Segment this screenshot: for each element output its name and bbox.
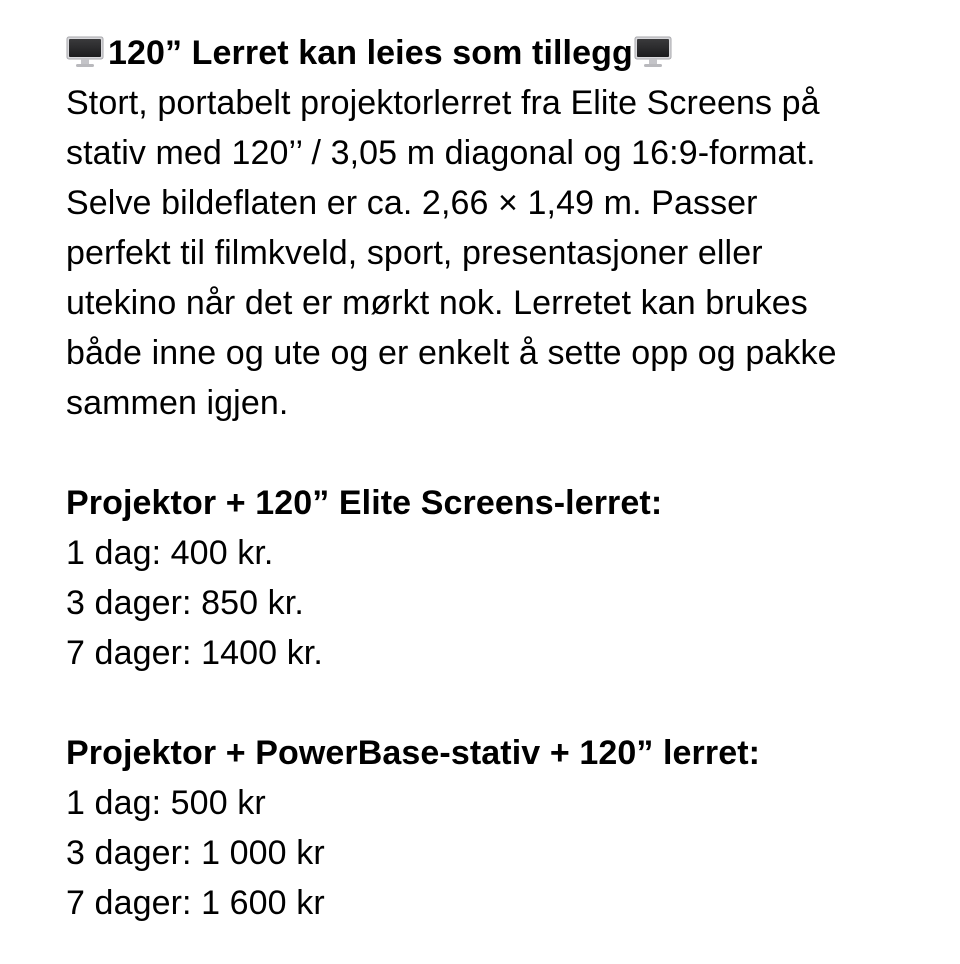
- desktop-computer-icon: [66, 36, 104, 68]
- intro-paragraph: [66, 78, 946, 428]
- price-line: 1 dag: 500 kr: [66, 784, 266, 822]
- package-1-section: [66, 478, 946, 678]
- price-line: 3 dager: 1 000 kr: [66, 834, 325, 872]
- intro-line: Stort, portabelt projektorlerret fra Elite Screens på: [66, 84, 820, 122]
- intro-line: Selve bildeflaten er ca. 2,66 × 1,49 m. Passer: [66, 184, 758, 222]
- price-line: 3 dager: 850 kr.: [66, 584, 304, 622]
- spacer: [66, 428, 946, 478]
- spacer: [66, 678, 946, 728]
- intro-line: perfekt til filmkveld, sport, presentasjoner eller: [66, 234, 763, 272]
- heading-line: [66, 28, 946, 78]
- intro-line: både inne og ute og er enkelt å sette opp og pakke: [66, 334, 837, 372]
- intro-line: stativ med 120’’ / 3,05 m diagonal og 16:9-format.: [66, 134, 816, 172]
- intro-line: sammen igjen.: [66, 384, 289, 422]
- desktop-computer-icon: [634, 36, 672, 68]
- price-line: 7 dager: 1 600 kr: [66, 884, 325, 922]
- price-line: 7 dager: 1400 kr.: [66, 634, 323, 672]
- rental-description: [66, 28, 946, 928]
- price-line: 1 dag: 400 kr.: [66, 534, 274, 572]
- package-2-section: [66, 728, 946, 928]
- package-2-title: Projektor + PowerBase-stativ + 120” lerret:: [66, 734, 761, 772]
- package-1-title: Projektor + 120” Elite Screens-lerret:: [66, 484, 663, 522]
- heading-title: 120” Lerret kan leies som tillegg: [108, 34, 633, 72]
- intro-line: utekino når det er mørkt nok. Lerretet kan brukes: [66, 284, 808, 322]
